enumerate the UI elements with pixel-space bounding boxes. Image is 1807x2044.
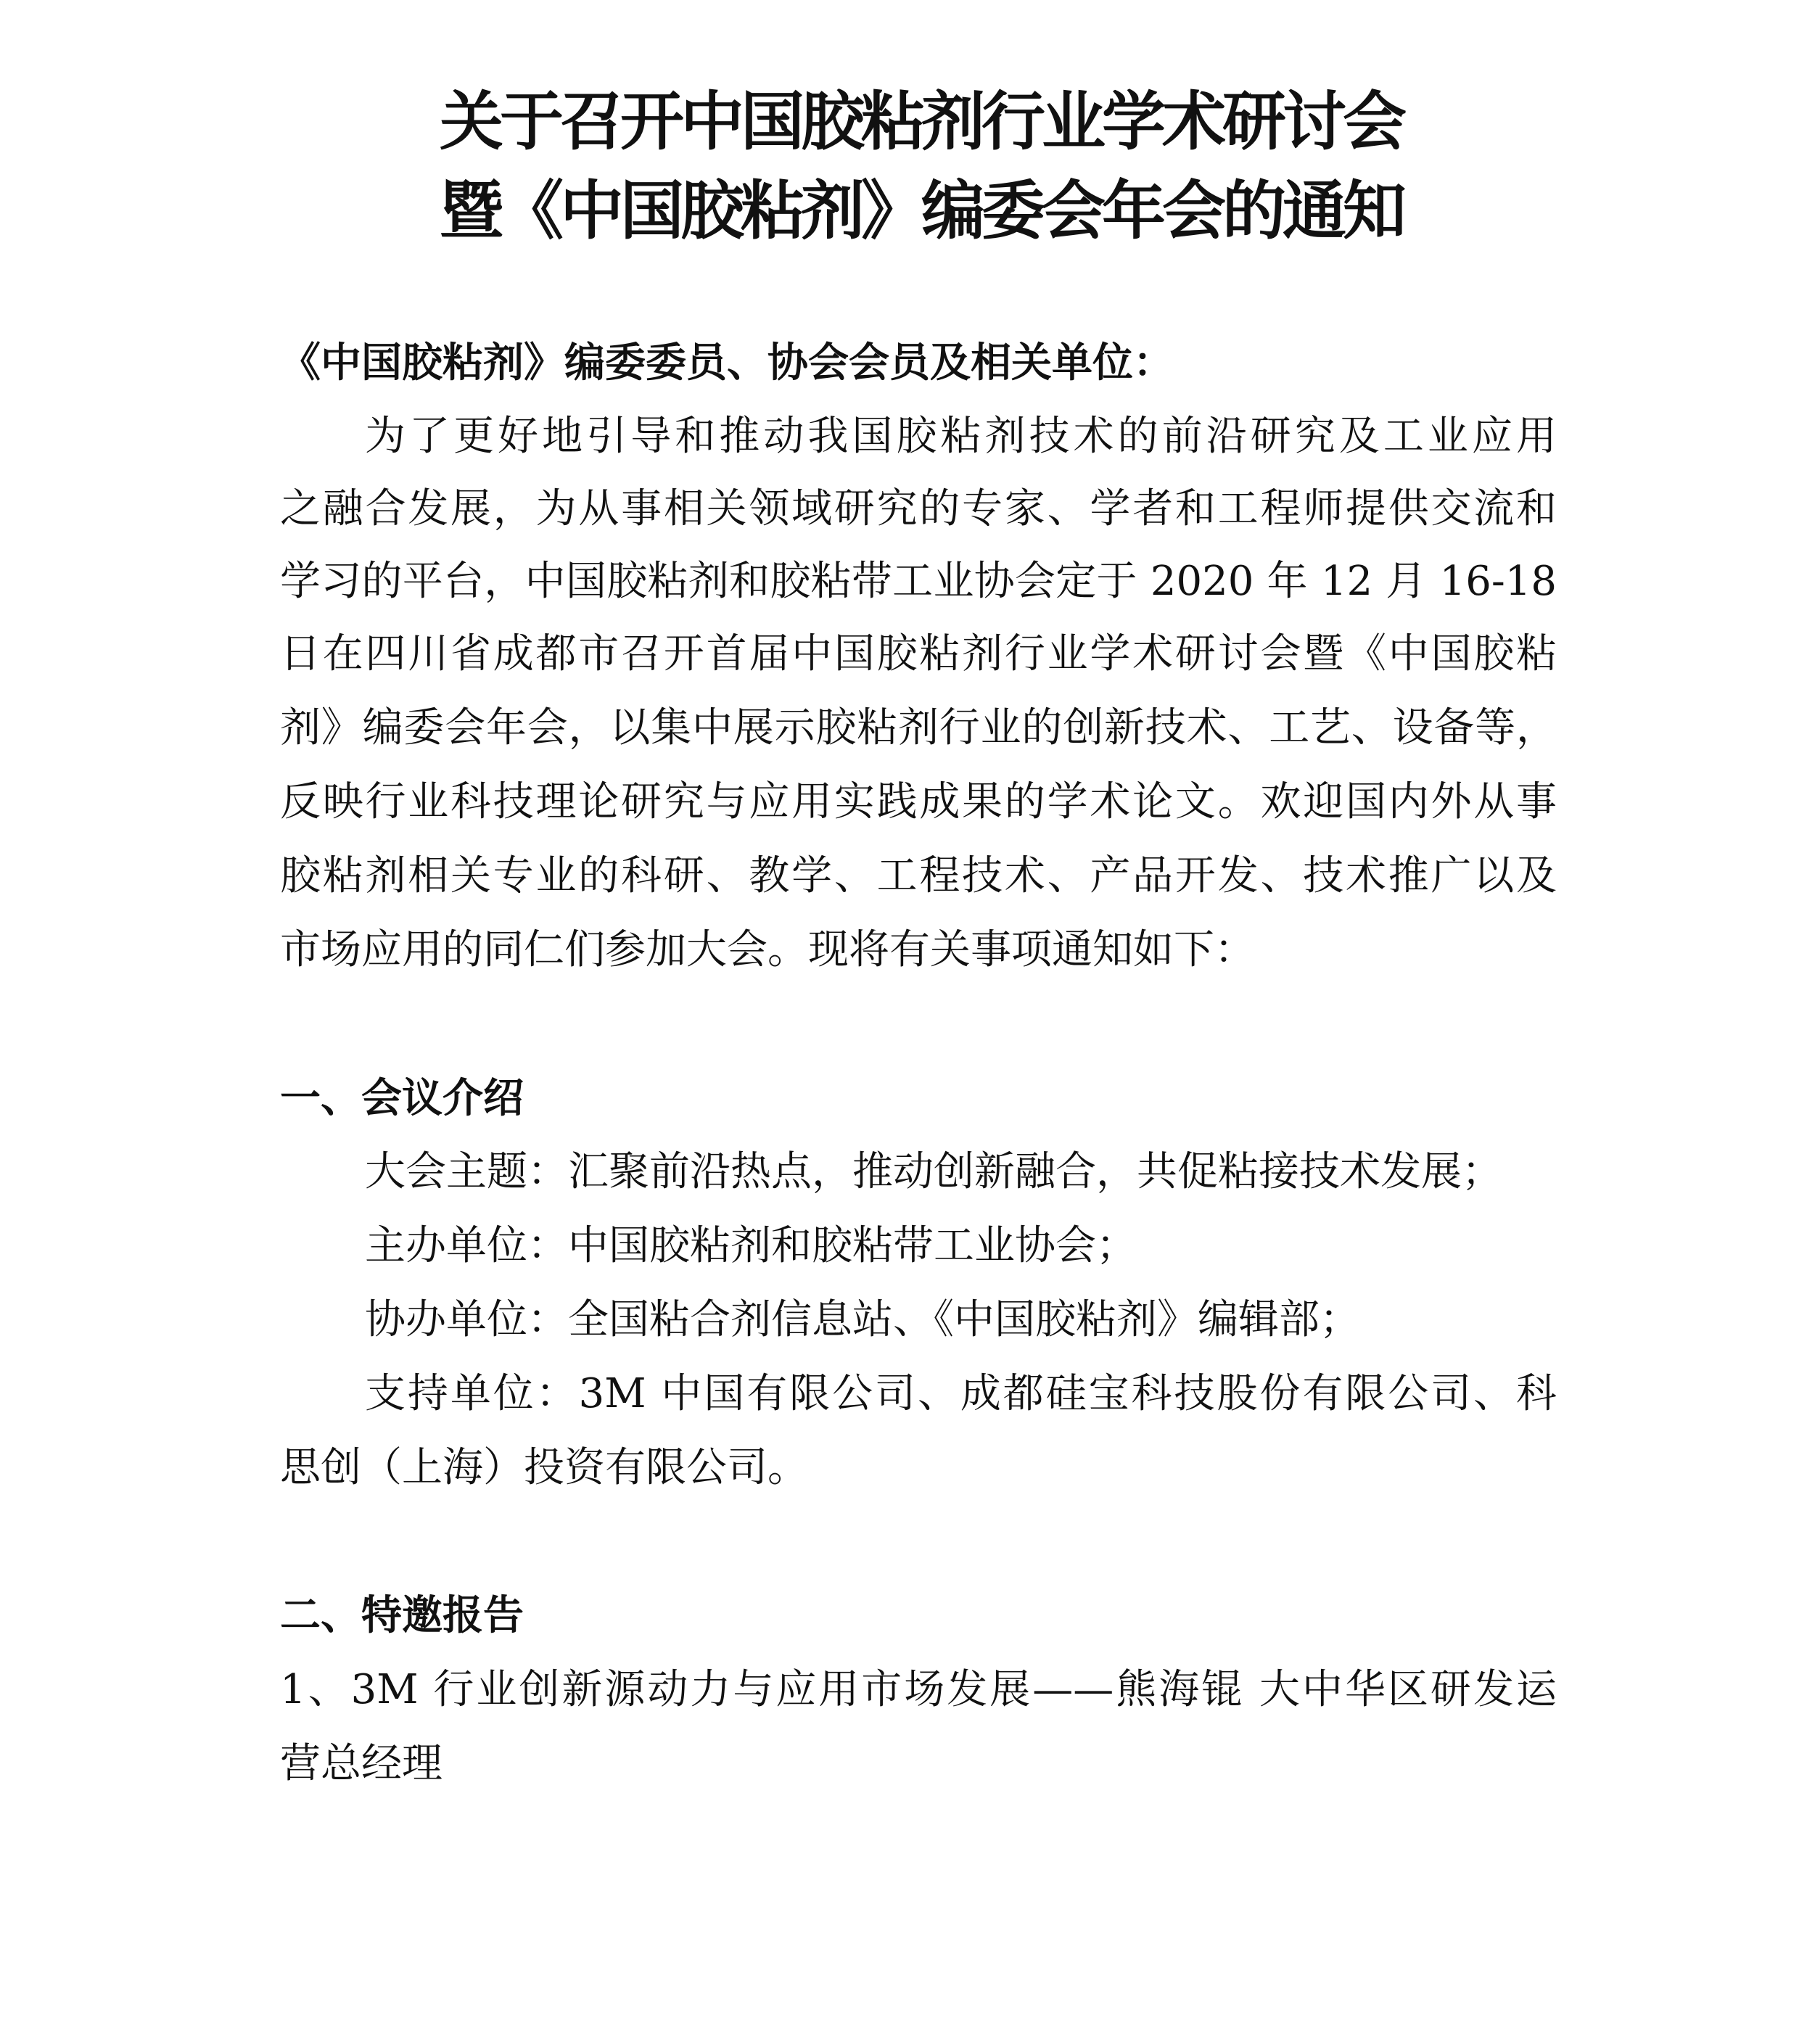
notice-title-line-1: 关于召开中国胶粘剂行业学术研讨会 xyxy=(439,84,1403,159)
notice-title-line-2: 暨《中国胶粘剂》编委会年会的通知 xyxy=(439,173,1403,248)
intro-line-6: 反映行业科技理论研究与应用实践成果的学术论文。欢迎国内外从事 xyxy=(280,778,1557,825)
intro-line-8: 市场应用的同仁们参加大会。现将有关事项通知如下： xyxy=(280,926,1255,973)
intro-line-3: 学习的平台，中国胶粘剂和胶粘带工业协会定于 2020 年 12 月 16-18 xyxy=(280,558,1557,605)
intro-line-2: 之融合发展，为从事相关领域研究的专家、学者和工程师提供交流和 xyxy=(280,485,1557,532)
report-item-1: 1、3M 行业创新源动力与应用市场发展——熊海锟 大中华区研发运 xyxy=(280,1666,1557,1713)
salutation: 《中国胶粘剂》编委委员、协会会员及相关单位： xyxy=(280,339,1174,387)
conference-supporters-cont: 思创（上海）投资有限公司。 xyxy=(280,1444,808,1491)
intro-line-1: 为了更好地引导和推动我国胶粘剂技术的前沿研究及工业应用 xyxy=(365,413,1557,460)
conference-supporters: 支持单位：3M 中国有限公司、成都硅宝科技股份有限公司、科 xyxy=(365,1370,1557,1417)
section-2-heading: 二、特邀报告 xyxy=(280,1592,524,1639)
report-item-1-cont: 营总经理 xyxy=(280,1740,443,1787)
intro-line-5: 剂》编委会年会，以集中展示胶粘剂行业的创新技术、工艺、设备等， xyxy=(280,704,1557,751)
intro-line-7: 胶粘剂相关专业的科研、教学、工程技术、产品开发、技术推广以及 xyxy=(280,852,1557,899)
section-1-heading: 一、会议介绍 xyxy=(280,1075,524,1122)
conference-theme: 大会主题：汇聚前沿热点，推动创新融合，共促粘接技术发展； xyxy=(365,1148,1502,1195)
intro-line-4: 日在四川省成都市召开首届中国胶粘剂行业学术研讨会暨《中国胶粘 xyxy=(280,630,1557,677)
conference-co-organizer: 协办单位：全国粘合剂信息站、《中国胶粘剂》编辑部； xyxy=(365,1296,1360,1343)
conference-host: 主办单位：中国胶粘剂和胶粘带工业协会； xyxy=(365,1222,1137,1269)
